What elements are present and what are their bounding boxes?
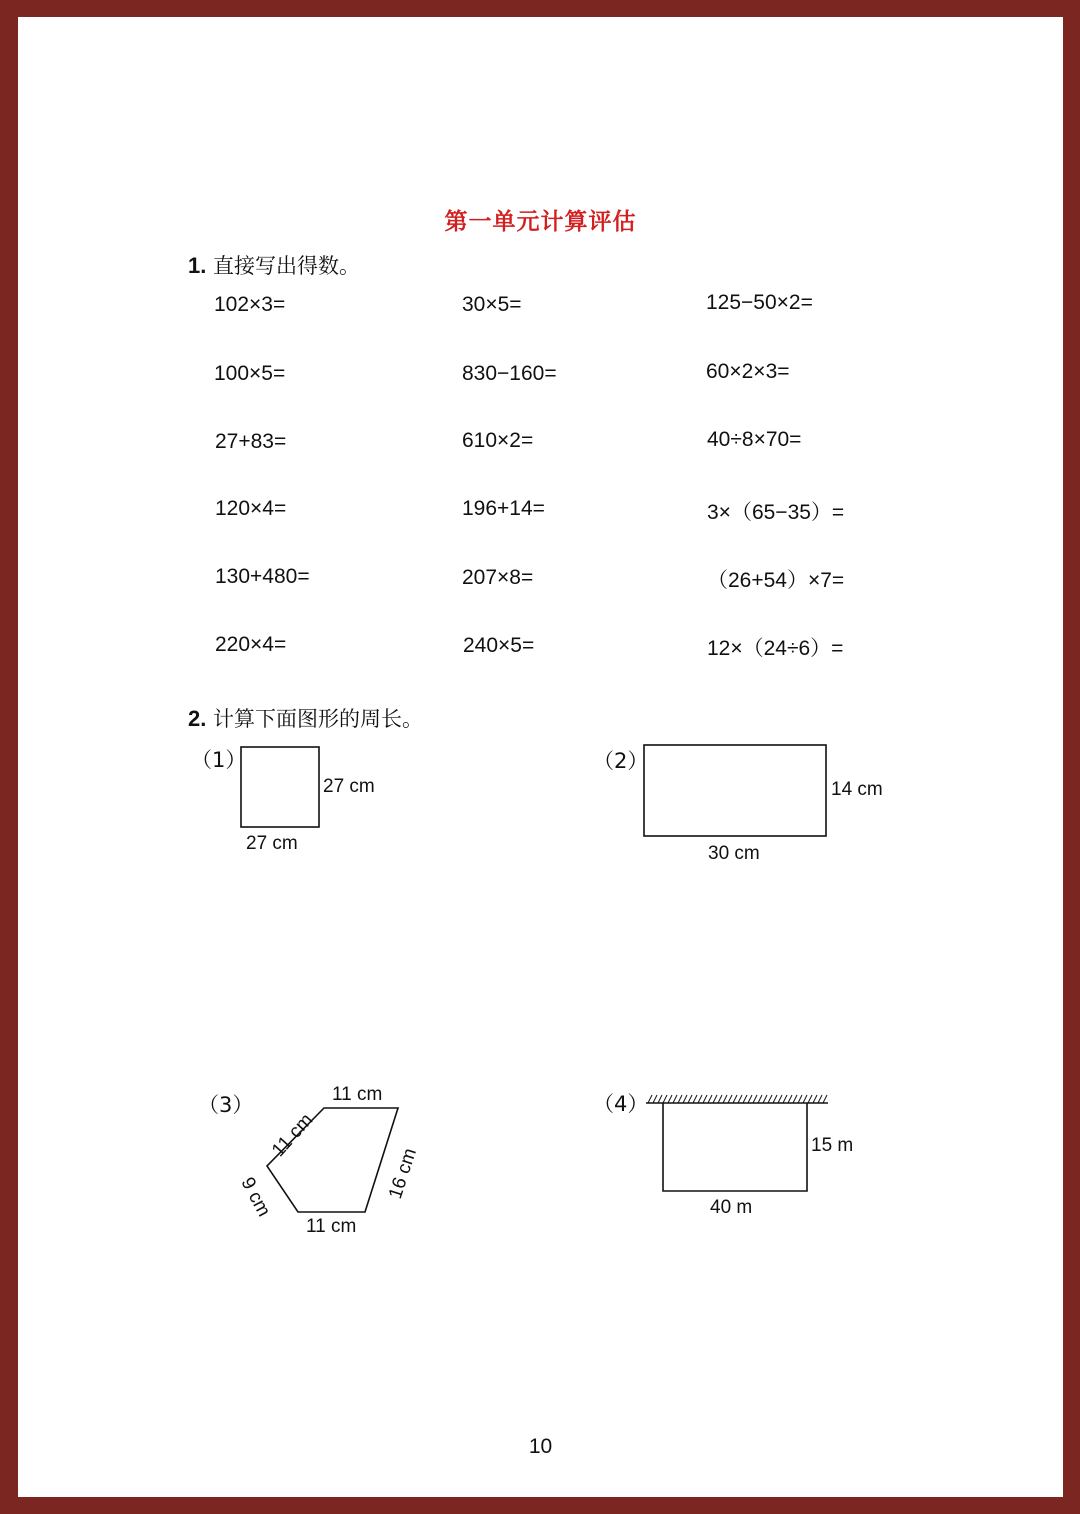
- equation: 30×5=: [462, 293, 522, 316]
- wall-hatch-mark: [783, 1095, 787, 1103]
- figure-4-bottom-side: 40 m: [710, 1197, 753, 1218]
- wall-hatch-mark: [808, 1095, 812, 1103]
- wall-hatch-mark: [793, 1095, 797, 1103]
- equation: 3×（65−35）=: [707, 501, 845, 524]
- wall-hatch-mark: [648, 1095, 652, 1103]
- pentagon-shape: [267, 1108, 398, 1212]
- wall-hatch-mark: [653, 1095, 657, 1103]
- wall-hatch-mark: [663, 1095, 667, 1103]
- wall-hatch-mark: [703, 1095, 707, 1103]
- wall-hatch-mark: [678, 1095, 682, 1103]
- equation: 610×2=: [462, 429, 534, 452]
- figure-3-right-side: 16 cm: [385, 1145, 421, 1202]
- wall-hatch-mark: [788, 1095, 792, 1103]
- figure-4-right-side: 15 m: [811, 1135, 854, 1156]
- figures-canvas: [18, 17, 1063, 1497]
- equation: 27+83=: [215, 430, 287, 453]
- rectangle-shape: [644, 745, 826, 836]
- section-1-number: 1.: [188, 253, 207, 278]
- wall-icon: [646, 1095, 828, 1103]
- equation: （26+54）×7=: [707, 569, 845, 592]
- worksheet-page: [18, 17, 1063, 1497]
- wall-hatch-mark: [668, 1095, 672, 1103]
- wall-hatch-mark: [758, 1095, 762, 1103]
- wall-hatch-mark: [693, 1095, 697, 1103]
- figure-3-label: （3）: [198, 1093, 254, 1117]
- equation: 120×4=: [215, 497, 287, 520]
- wall-hatch-mark: [718, 1095, 722, 1103]
- fence-rectangle-shape: [663, 1103, 807, 1191]
- equation: 100×5=: [214, 362, 286, 385]
- wall-hatch-mark: [753, 1095, 757, 1103]
- wall-hatch-mark: [743, 1095, 747, 1103]
- wall-hatch-mark: [733, 1095, 737, 1103]
- page-title: 第一单元计算评估: [444, 209, 637, 235]
- wall-hatch-mark: [728, 1095, 732, 1103]
- wall-hatch-mark: [803, 1095, 807, 1103]
- figure-1-right-side: 27 cm: [323, 776, 375, 797]
- figure-2-bottom-side: 30 cm: [708, 843, 760, 864]
- wall-hatch-mark: [778, 1095, 782, 1103]
- equation: 220×4=: [215, 633, 287, 656]
- equation: 40÷8×70=: [707, 428, 802, 451]
- figure-3-upper-left-side: 11 cm: [268, 1109, 318, 1162]
- figure-3-bottom-side: 11 cm: [306, 1216, 357, 1237]
- wall-hatch-mark: [688, 1095, 692, 1103]
- figure-4-label: （4）: [593, 1092, 649, 1116]
- wall-hatch-mark: [823, 1095, 827, 1103]
- square-shape: [241, 747, 319, 827]
- equation: 12×（24÷6）=: [707, 637, 844, 660]
- wall-hatch-mark: [773, 1095, 777, 1103]
- figure-1-label: （1）: [191, 748, 247, 772]
- equation: 130+480=: [215, 565, 310, 588]
- section-2-number: 2.: [188, 706, 207, 731]
- figure-2-right-side: 14 cm: [831, 779, 883, 800]
- equation: 830−160=: [462, 362, 557, 385]
- wall-hatch-mark: [698, 1095, 702, 1103]
- wall-hatch-mark: [818, 1095, 822, 1103]
- figure-1-bottom-side: 27 cm: [246, 833, 298, 854]
- figure-3-top-side: 11 cm: [332, 1084, 383, 1105]
- page-number: 10: [528, 1435, 553, 1458]
- wall-hatch-mark: [713, 1095, 717, 1103]
- equation: 207×8=: [462, 566, 534, 589]
- wall-hatch-mark: [723, 1095, 727, 1103]
- wall-hatch-mark: [798, 1095, 802, 1103]
- equation: 102×3=: [214, 293, 286, 316]
- wall-hatch-mark: [748, 1095, 752, 1103]
- section-2-text: 计算下面图形的周长。: [213, 707, 424, 731]
- equation: 240×5=: [463, 634, 535, 657]
- wall-hatch-mark: [768, 1095, 772, 1103]
- wall-hatch-mark: [708, 1095, 712, 1103]
- figure-3-lower-left-side: 9 cm: [236, 1174, 275, 1221]
- figure-2-label: （2）: [593, 749, 649, 773]
- wall-hatch-mark: [673, 1095, 677, 1103]
- equation: 125−50×2=: [706, 291, 813, 314]
- wall-hatch-mark: [658, 1095, 662, 1103]
- equation: 196+14=: [462, 497, 545, 520]
- section-1-text: 直接写出得数。: [213, 254, 361, 278]
- wall-hatch-mark: [813, 1095, 817, 1103]
- wall-hatch-mark: [738, 1095, 742, 1103]
- equation: 60×2×3=: [706, 360, 790, 383]
- wall-hatch-mark: [763, 1095, 767, 1103]
- wall-hatch-mark: [683, 1095, 687, 1103]
